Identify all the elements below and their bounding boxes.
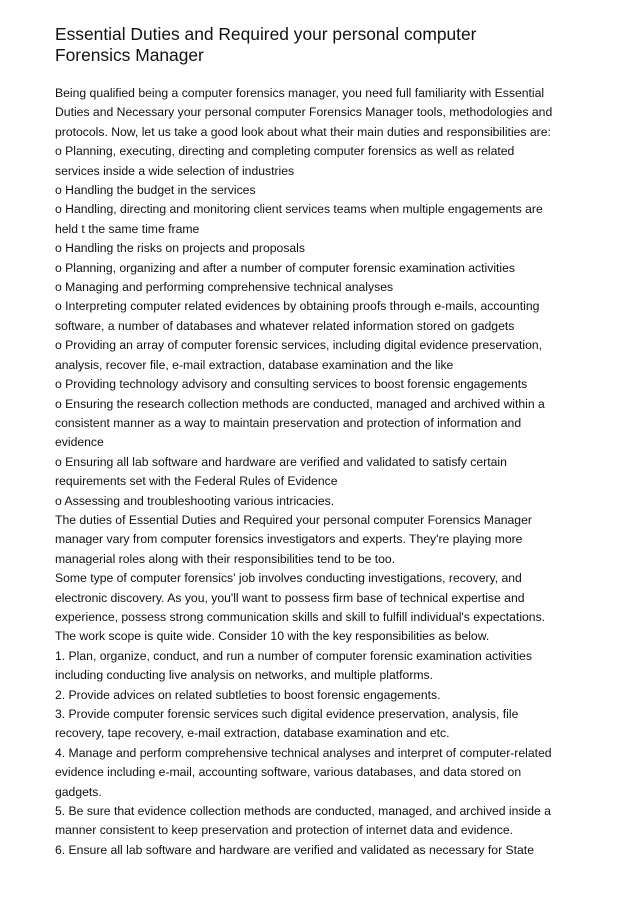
- body-line: o Providing an array of computer forensic services, including digital evidence preservation,: [55, 338, 543, 353]
- body-line: 1. Plan, organize, conduct, and run a number of computer forensic examination activities: [55, 648, 532, 663]
- body-line: o Handling, directing and monitoring client services teams when multiple engagements are: [55, 202, 543, 217]
- body-line: 6. Ensure all lab software and hardware are verified and validated as necessary for State: [55, 842, 534, 857]
- body-line: evidence: [55, 435, 104, 450]
- body-line: o Planning, executing, directing and completing computer forensics as well as related: [55, 144, 515, 159]
- body-line: 3. Provide computer forensic services such digital evidence preservation, analysis, file: [55, 707, 519, 721]
- body-line: The work scope is quite wide. Consider 10 with the key responsibilities as below.: [55, 629, 490, 644]
- body-line: o Providing technology advisory and consulting services to boost forensic engagements: [55, 377, 528, 392]
- body-line: recovery, tape recovery, e-mail extraction, database examination and etc.: [55, 726, 450, 741]
- body-line: o Ensuring all lab software and hardware are verified and validated to satisfy certain: [55, 454, 507, 469]
- body-line: electronic discovery. As you, you'll want to possess firm base of technical expertise and: [55, 590, 525, 605]
- body-line: 4. Manage and perform comprehensive technical analyses and interpret of computer-related: [55, 745, 552, 760]
- body-line: requirements set with the Federal Rules of Evidence: [55, 474, 338, 489]
- body-line: o Planning, organizing and after a number of computer forensic examination activities: [55, 260, 515, 275]
- body-line: experience, possess strong communication skills and skill to fulfill individual's expectations.: [55, 609, 546, 624]
- document-title: [55, 24, 583, 66]
- body-line: Being qualified being a computer forensics manager, you need full familiarity with Essential: [55, 86, 545, 100]
- body-line: protocols. Now, let us take a good look about what their main duties and responsibilities are:: [55, 124, 551, 139]
- body-line: The duties of Essential Duties and Required your personal computer Forensics Manager: [55, 512, 532, 527]
- body-line: consistent manner as a way to maintain preservation and protection of information and: [55, 415, 522, 430]
- title-line: Essential Duties and Required your personal computer: [55, 24, 477, 44]
- body-line: o Managing and performing comprehensive technical analyses: [55, 280, 394, 295]
- body-line: o Handling the risks on projects and proposals: [55, 241, 305, 256]
- body-line: including conducting live analysis on networks, and multiple platforms.: [55, 668, 434, 683]
- body-line: o Interpreting computer related evidences by obtaining proofs through e-mails, accounting: [55, 299, 540, 314]
- body-line: o Handling the budget in the services: [55, 183, 256, 198]
- body-line: 2. Provide advices on related subtleties to boost forensic engagements.: [55, 687, 441, 702]
- body-line: Duties and Necessary your personal computer Forensics Manager tools, methodologies and: [55, 105, 553, 120]
- body-line: software, a number of databases and whatever related information stored on gadgets: [55, 318, 515, 333]
- body-line: services inside a wide selection of industries: [55, 163, 295, 178]
- body-line: manager vary from computer forensics investigators and experts. They're playing more: [55, 532, 523, 547]
- body-line: o Assessing and troubleshooting various intricacies.: [55, 493, 335, 508]
- body-line: o Ensuring the research collection methods are conducted, managed and archived within a: [55, 396, 545, 411]
- body-line: analysis, recover file, e-mail extraction, database examination and the like: [55, 357, 454, 372]
- body-line: evidence including e-mail, accounting software, various databases, and data stored on: [55, 765, 522, 780]
- body-line: managerial roles along with their responsibilities tend to be too.: [55, 551, 396, 566]
- body-line: Some type of computer forensics' job involves conducting investigations, recovery, and: [55, 571, 522, 586]
- document-page: [55, 24, 583, 860]
- document-body: [55, 84, 583, 860]
- title-line: Forensics Manager: [55, 45, 204, 65]
- body-line: gadgets.: [55, 784, 102, 799]
- body-line: manner consistent to keep preservation and protection of internet data and evidence.: [55, 823, 514, 838]
- body-line: 5. Be sure that evidence collection methods are conducted, managed, and archived inside a: [55, 804, 551, 819]
- body-line: held t the same time frame: [55, 221, 200, 236]
